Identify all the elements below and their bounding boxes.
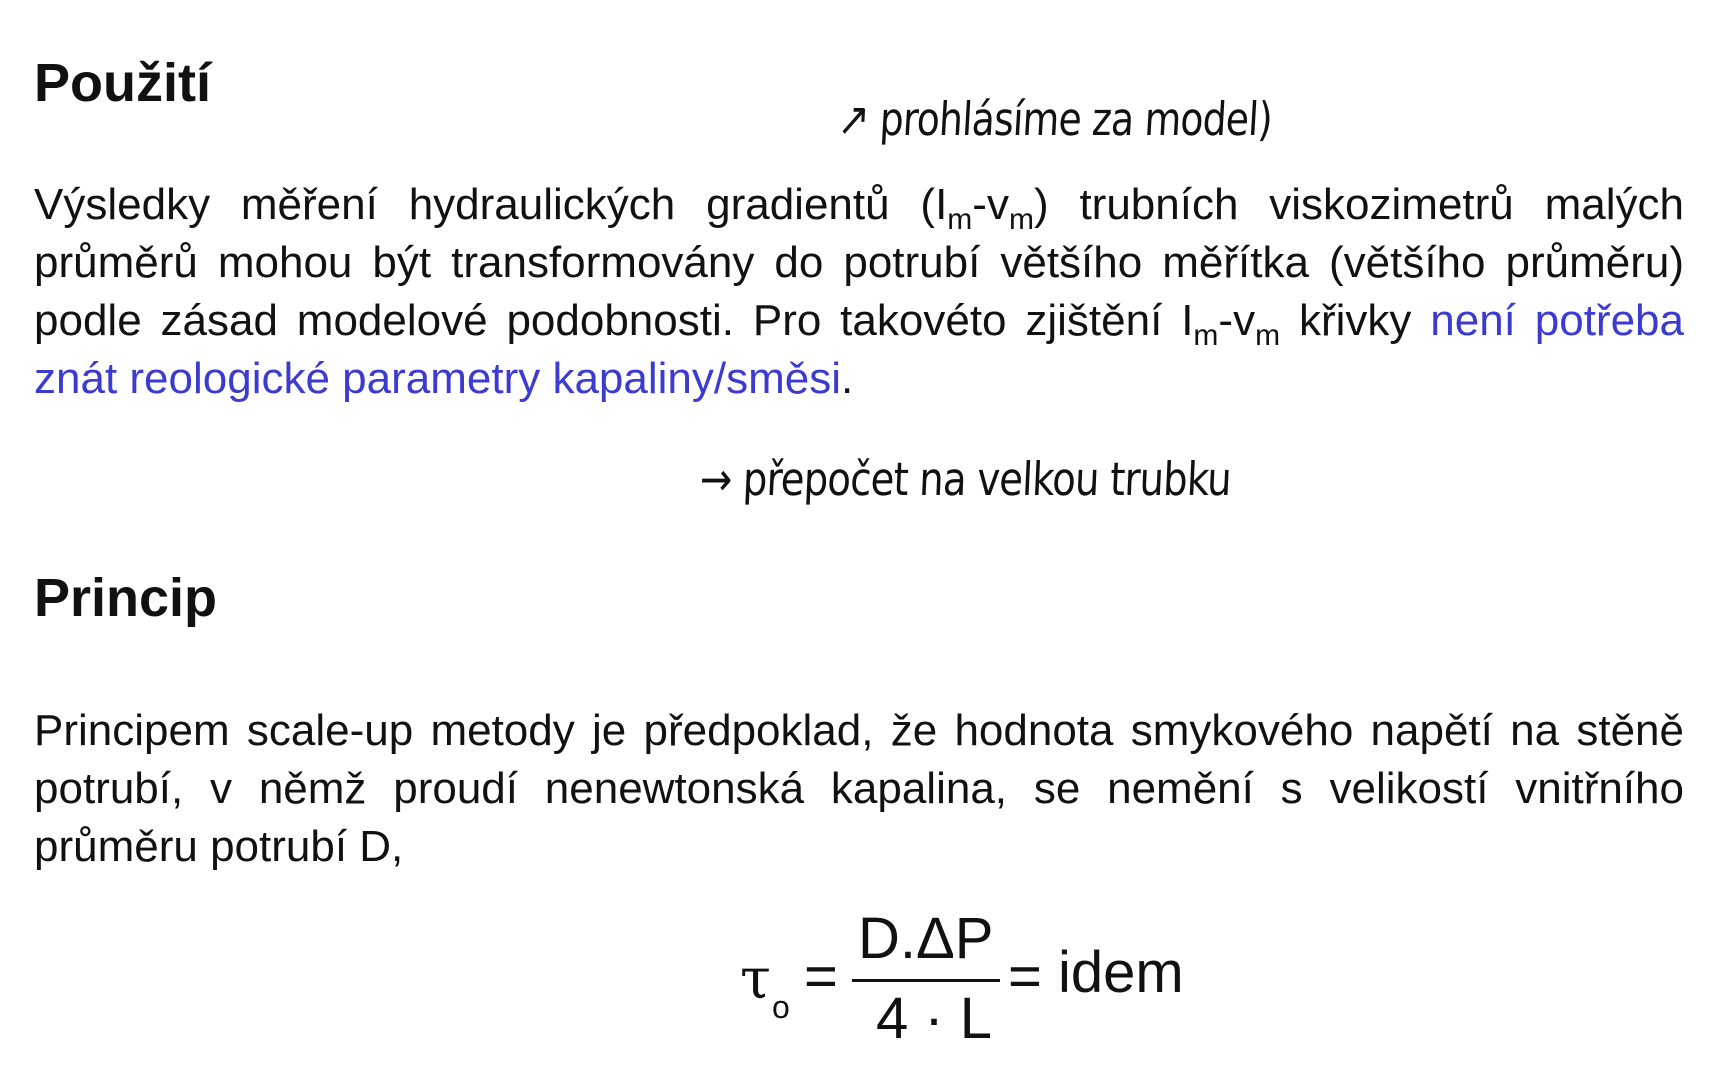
subscript: m — [1255, 319, 1281, 352]
handwritten-note-prepocet: → přepočet na velkou trubku — [698, 452, 1233, 506]
formula-numerator: D.ΔP — [858, 906, 994, 971]
text-segment: ) trubních viskozimetrů malých průměrů mohou být transformovány do potrubí většího měřítka (většího průměru) podle zásad modelové podobnosti. Pro takovéto zjištění I — [34, 180, 1684, 345]
handwritten-note-model: ↗ prohlásíme za model) — [836, 92, 1274, 146]
heading-pouziti: Použití — [34, 53, 211, 113]
paragraph-princip: Principem scale-up metody je předpoklad, že hodnota smykového napětí na stěně potrubí, v němž proudí nenewtonská kapalina, se nemění s velikostí vnitřního průměru potrubí D, — [34, 706, 1684, 871]
formula-rhs: idem — [1058, 940, 1184, 1005]
highlighted-text: není potřeba znát reologické parametry kapaliny/směsi — [34, 296, 1684, 403]
formula-equals-sign: = — [1008, 944, 1042, 1009]
text-segment: křivky — [1280, 296, 1431, 345]
formula-denominator: 4 · L — [876, 986, 993, 1051]
formula-tau: τ — [740, 947, 771, 1012]
subscript: m — [1008, 203, 1034, 236]
paragraph-pouziti — [34, 176, 1684, 408]
text-segment: . — [841, 354, 854, 403]
formula-fraction-bar — [852, 979, 1000, 982]
subscript: m — [947, 203, 973, 236]
subscript: m — [1193, 319, 1219, 352]
text-segment: -v — [972, 180, 1009, 229]
formula-equals-sign: = — [804, 944, 838, 1009]
heading-princip: Princip — [34, 568, 218, 628]
formula-tau-subscript: o — [772, 989, 790, 1025]
text-segment: Výsledky měření hydraulických gradientů (I — [34, 180, 948, 229]
text-segment: -v — [1218, 296, 1256, 345]
formula-shear-stress — [740, 905, 1200, 1051]
